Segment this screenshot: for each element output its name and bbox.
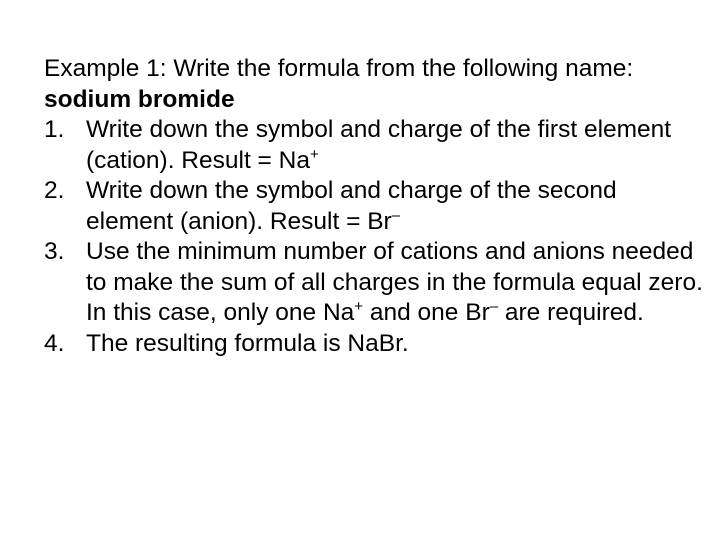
example-intro — [44, 54, 704, 115]
step-item — [44, 115, 704, 176]
example-lead: Example 1: Write the formula from the following name: — [44, 55, 634, 82]
step-number: 3. — [44, 238, 65, 265]
step-text: Write down the symbol and charge of the first element (cation). Result = Na — [86, 116, 672, 174]
step-number: 4. — [44, 329, 65, 357]
step-item — [44, 329, 704, 360]
step-text: are required. — [498, 299, 644, 326]
step-text: and one Br — [363, 299, 490, 326]
slide-content — [44, 54, 704, 359]
step-item — [44, 176, 704, 237]
compound-name: sodium bromide — [44, 85, 235, 113]
anion-charge: – — [391, 206, 401, 224]
steps-list — [44, 115, 704, 359]
step-number: 1. — [44, 116, 65, 143]
step-text: Write down the symbol and charge of the second element (anion). Result = Br — [86, 177, 617, 235]
step-text: Use the minimum number of cations and anions needed to make the sum of all charges in the formula equal zero. In this case, only one Na — [86, 238, 703, 326]
cation-charge: + — [310, 145, 319, 163]
step-number: 2. — [44, 177, 65, 204]
cation-charge: + — [354, 298, 364, 315]
step-item — [44, 237, 704, 329]
step-text: The resulting formula is NaBr. — [86, 329, 409, 357]
anion-charge: – — [489, 298, 499, 315]
